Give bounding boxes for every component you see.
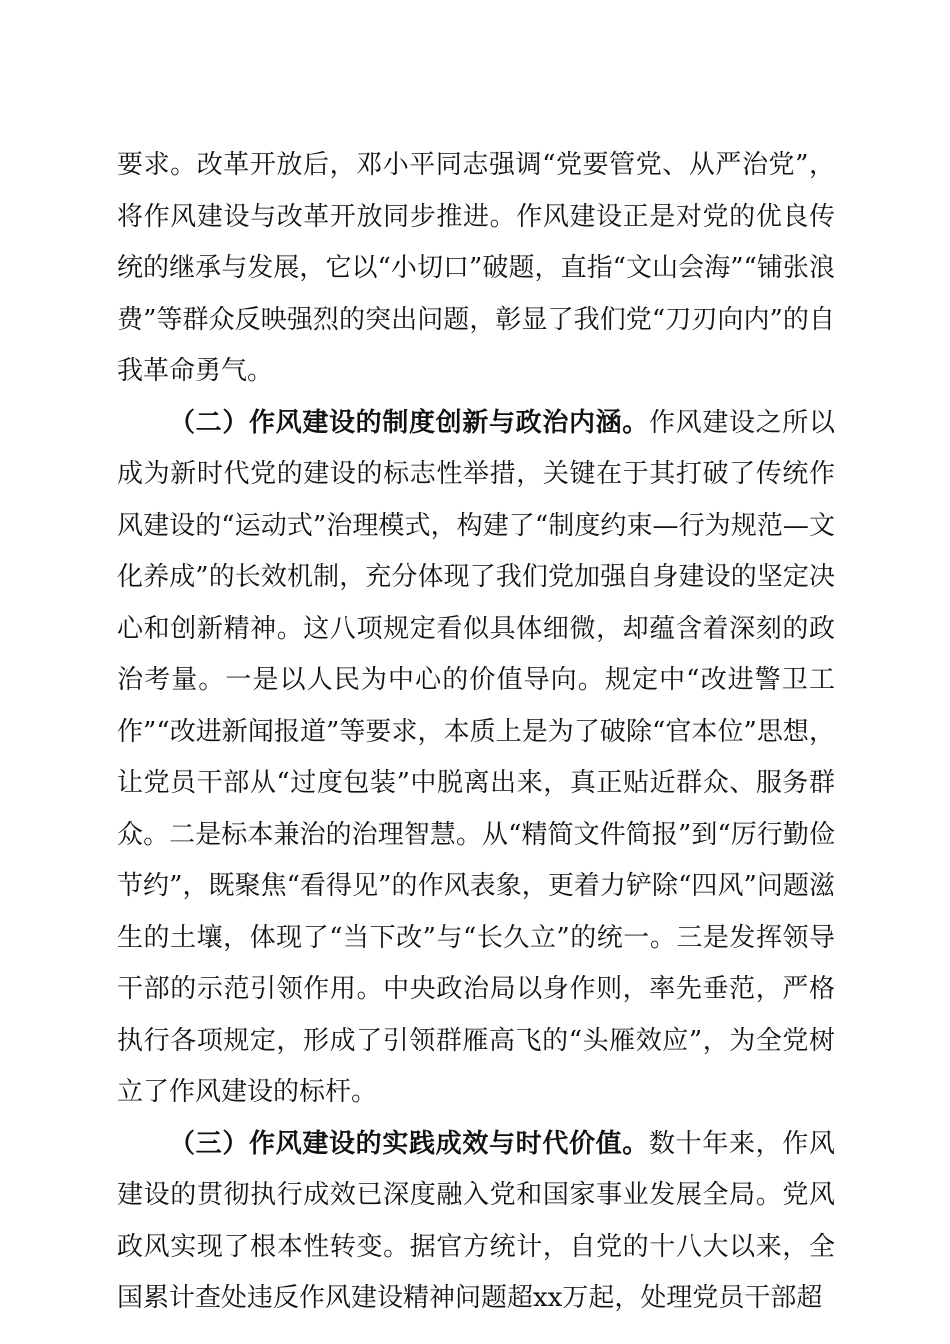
section-heading: （二）作风建设的制度创新与政治内涵。 xyxy=(169,407,649,438)
paragraph-text: 作风建设之所以成为新时代党的建设的标志性举措，关键在于其打破了传统作风建设的“运动式”治理模式，构建了“制度约束—行为规范—文化养成”的长效机制，充分体现了我们党加强自身建设的坚定决心和创新精神。这八项规定看似具体细微，却蕴含着深刻的政治考量。一是以人民为中心的价值导向。规定中“改进警卫工作”“改进新闻报道”等要求，本质上是为了破除“官本位”思想，让党员干部从“过度包装”中脱离出来，真正贴近群众、服务群众。二是标本兼治的治理智慧。从“精简文件简报”到“厉行勤俭节约”，既聚焦“看得见”的作风表象，更着力铲除“四风”问题滋生的土壤，体现了“当下改”与“长久立”的统一。三是发挥领导干部的示范引领作用。中央政治局以身作则，率先垂范，严格执行各项规定，形成了引领群雁高飞的“头雁效应”，为全党树立了作风建设的标杆。 xyxy=(117,407,835,1107)
paragraph-text: 要求。改革开放后，邓小平同志强调“党要管党、从严治党”，将作风建设与改革开放同步推进。作风建设正是对党的优良传统的继承与发展，它以“小切口”破题，直指“文山会海”“铺张浪费”等群众反映强烈的突出问题，彰显了我们党“刀刃向内”的自我革命勇气。 xyxy=(117,150,835,386)
paragraph-section-two xyxy=(117,398,835,1119)
paragraph-text: 数十年来，作风建设的贯彻执行成效已深度融入党和国家事业发展全局。党风政风实现了根本性转变。据官方统计，自党的十八大以来，全国累计查处违反作风建设精神问题超xx万起，处理党员干部超 xyxy=(117,1128,835,1313)
paragraph-continuation xyxy=(117,140,835,398)
section-heading: （三）作风建设的实践成效与时代价值。 xyxy=(169,1128,649,1159)
paragraph-section-three xyxy=(117,1119,835,1325)
document-page xyxy=(117,140,835,1325)
